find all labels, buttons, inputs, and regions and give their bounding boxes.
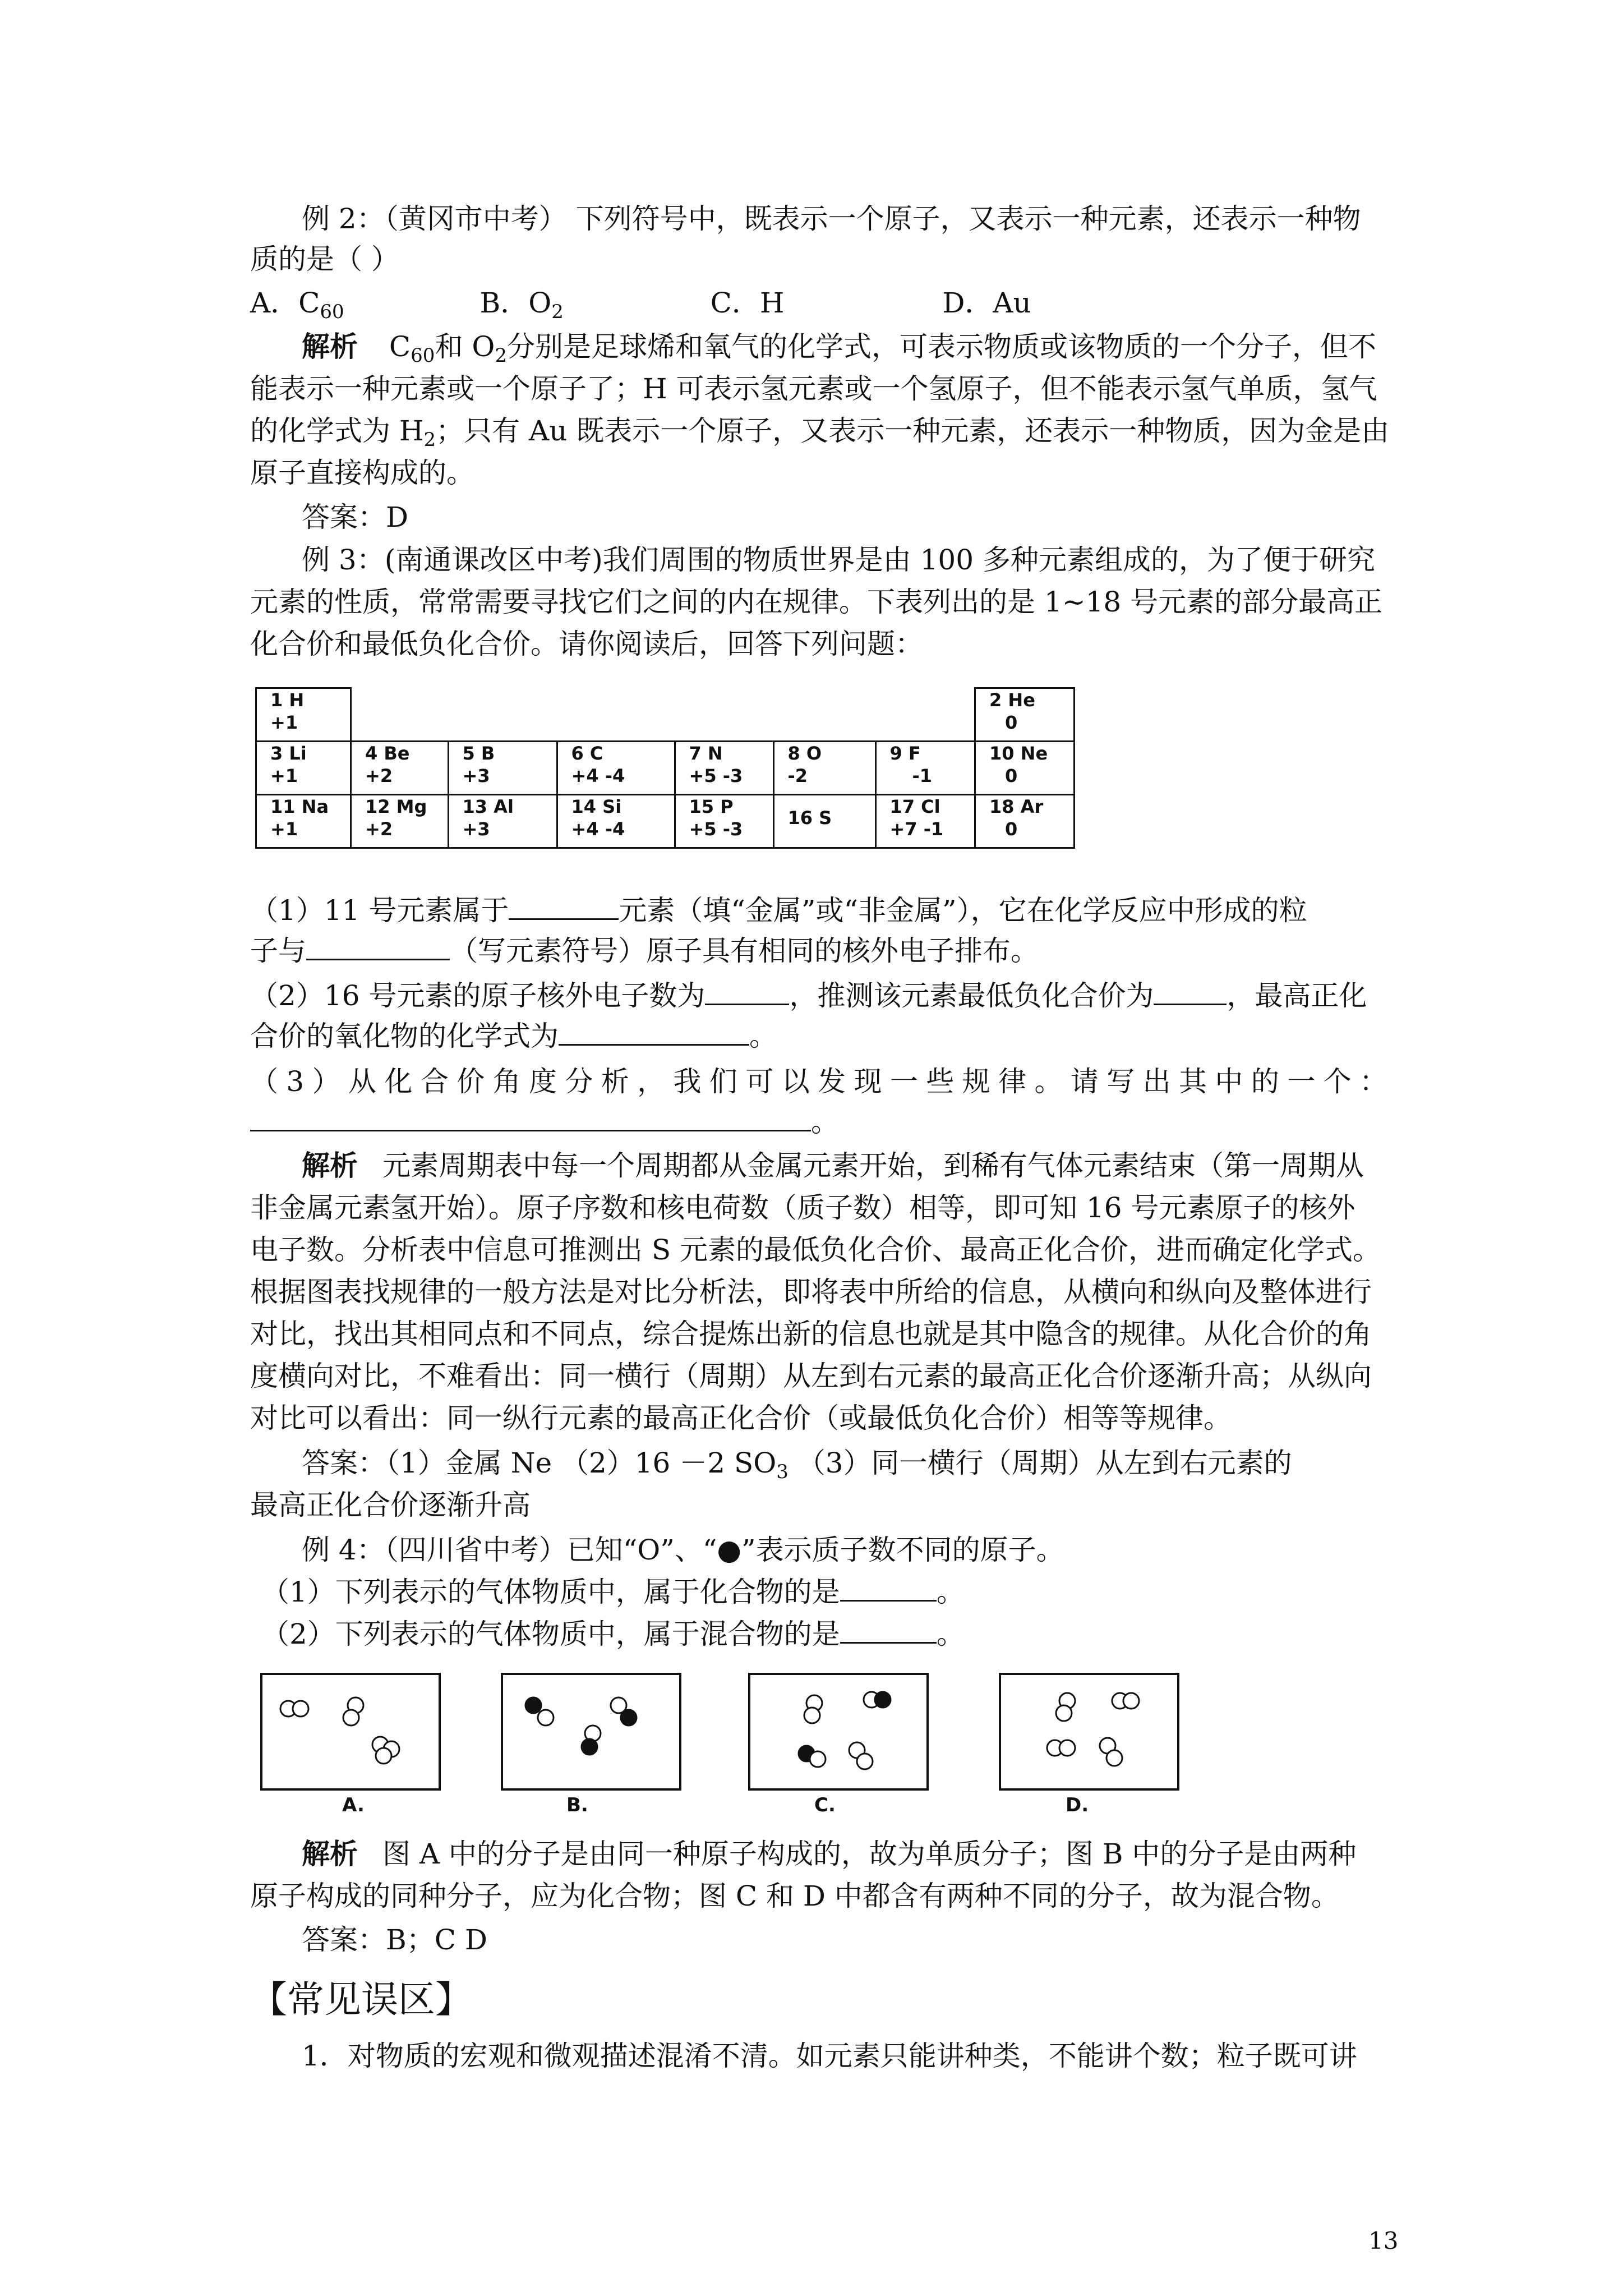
table-cell: 12 Mg +2	[351, 795, 449, 848]
table-cell: 14 Si +4 -4	[557, 795, 675, 848]
example2-answer: 答案：D	[302, 501, 409, 533]
answer-blank[interactable]	[559, 1019, 749, 1046]
table-cell: 18 Ar 0	[975, 795, 1075, 848]
answer-blank[interactable]	[1154, 979, 1227, 1005]
question3-line2: 。	[250, 1105, 839, 1139]
table-cell: 16 S	[773, 795, 875, 848]
example2-line2: 质的是（ ）	[250, 243, 399, 275]
table-cell: 2 He 0	[975, 688, 1075, 742]
question1-line1: （1）11 号元素属于 元素（填“金属”或“非金属”），它在化学反应中形成的粒	[250, 894, 1307, 927]
example3-analysis-line1: 解析 元素周期表中每一个周期都从金属元素开始，到稀有气体元素结束（第一周期从	[302, 1149, 1364, 1182]
option-b: B．$O_2$	[479, 287, 564, 323]
question2-line1: （2）16 号元素的原子核外电子数为 ，推测该元素最低负化合价为 ，最高正化	[250, 979, 1367, 1012]
diagram-d-molecules	[1001, 1675, 1177, 1788]
table-row	[256, 742, 1075, 795]
example4-question2: （2）下列表示的气体物质中，属于混合物的是 。	[261, 1618, 965, 1650]
example4-answer: 答案：B；C D	[302, 1924, 487, 1956]
misconception-item-1: 1．对物质的宏观和微观描述混淆不清。如元素只能讲种类，不能讲个数；粒子既可讲	[302, 2040, 1357, 2072]
diagram-c-box	[748, 1673, 929, 1791]
diagram-b-label: B.	[566, 1794, 588, 1816]
table-cell: 10 Ne 0	[975, 742, 1075, 795]
example3-analysis-line6: 度横向对比，不难看出：同一横行（周期）从左到右元素的最高正化合价逐渐升高；从纵向	[250, 1360, 1372, 1392]
table-cell: 4 Be +2	[351, 742, 449, 795]
analysis-label: 解析	[302, 330, 358, 363]
analysis-label: 解析	[302, 1837, 358, 1870]
question2-line2: 合价的氧化物的化学式为 。	[250, 1020, 777, 1052]
diagram-b-molecules	[503, 1675, 679, 1788]
table-cell: 15 P +5 -3	[675, 795, 773, 848]
answer-blank[interactable]	[250, 1105, 811, 1131]
answer-blank[interactable]	[306, 934, 450, 960]
example3-analysis-line7: 对比可以看出：同一纵行元素的最高正化合价（或最低负化合价）相等等规律。	[250, 1402, 1232, 1434]
table-cell: 5 B +3	[448, 742, 557, 795]
example4-analysis-line1: 解析 图 A 中的分子是由同一种原子构成的，故为单质分子；图 B 中的分子是由两种	[302, 1837, 1357, 1870]
example3-analysis-line3: 电子数。分析表中信息可推测出 S 元素的最低负化合价、最高正化合价，进而确定化学式。	[250, 1234, 1381, 1266]
diagram-c-label: C.	[814, 1794, 836, 1816]
table-row	[256, 688, 1075, 742]
example3-analysis-line2: 非金属元素氢开始）。原子序数和核电荷数（质子数）相等，即可知 16 号元素原子的核外	[250, 1191, 1355, 1224]
example3-answer-line2: 最高正化合价逐渐升高	[250, 1489, 531, 1521]
table-cell: 9 F -1	[875, 742, 975, 795]
example4-analysis-line2: 原子构成的同种分子，应为化合物；图 C 和 D 中都含有两种不同的分子，故为混合物。	[250, 1880, 1339, 1912]
example3-line1: 例 3：(南通课改区中考)我们周围的物质世界是由 100 多种元素组成的，为了便于研究	[302, 544, 1375, 576]
element-valence-table	[255, 687, 1075, 849]
example4-line1: 例 4：（四川省中考）已知“O”、“●”表示质子数不同的原子。	[302, 1534, 1064, 1566]
question3-line1: （3）从化合价角度分析，我们可以发现一些规律。请写出其中的一个：	[250, 1065, 1387, 1098]
option-c: C．H	[710, 287, 785, 319]
table-cell: 17 Cl +7 -1	[875, 795, 975, 848]
diagram-a-molecules	[262, 1675, 439, 1788]
option-d: D．Au	[942, 287, 1031, 319]
example2-analysis-line4: 原子直接构成的。	[250, 457, 474, 489]
example2-options	[250, 286, 1031, 323]
diagram-a-box	[260, 1673, 441, 1791]
table-cell: 7 N +5 -3	[675, 742, 773, 795]
table-cell: 1 H +1	[256, 688, 351, 742]
example4-question1: （1）下列表示的气体物质中，属于化合物的是 。	[261, 1576, 965, 1608]
example3-line2: 元素的性质，常常需要寻找它们之间的内在规律。下表列出的是 1~18 号元素的部分最高正	[250, 586, 1383, 618]
diagram-d-box	[999, 1673, 1179, 1791]
answer-blank[interactable]	[509, 894, 619, 920]
example2-analysis-line3: 的化学式为 $H_2$；只有 Au 既表示一个原子，又表示一种元素，还表示一种物质，因为金是由	[250, 415, 1390, 451]
table-cell: 11 Na +1	[256, 795, 351, 848]
example3-analysis-line5: 对比，找出其相同点和不同点，综合提炼出新的信息也就是其中隐含的规律。从化合价的角	[250, 1318, 1372, 1350]
question1-line2: 子与 （写元素符号）原子具有相同的核外电子排布。	[250, 935, 1039, 967]
table-row	[256, 795, 1075, 848]
example2-analysis-line2: 能表示一种元素或一个原子了；H 可表示氢元素或一个氢原子，但不能表示氢气单质，氢气	[250, 372, 1377, 405]
page-number: 13	[1368, 2227, 1399, 2254]
table-cell: 6 C +4 -4	[557, 742, 675, 795]
answer-blank[interactable]	[840, 1575, 937, 1602]
table-cell: 3 Li +1	[256, 742, 351, 795]
diagram-d-label: D.	[1066, 1794, 1089, 1816]
example2-analysis-line1: 解析 $C_{60}$和 $O_2$分别是足球烯和氧气的化学式，可表示物质或该物质的一个分子，但不	[302, 330, 1376, 367]
diagram-c-molecules	[750, 1675, 926, 1788]
table-cell: 8 O -2	[773, 742, 875, 795]
table-cell: 13 Al +3	[448, 795, 557, 848]
analysis-label: 解析	[302, 1149, 358, 1182]
option-a: A．$C_{60}$	[250, 287, 344, 323]
section-heading: 【常见误区】	[250, 1978, 472, 2021]
answer-blank[interactable]	[705, 979, 789, 1005]
example2-line1: 例 2：（黄冈市中考） 下列符号中，既表示一个原子，又表示一种元素，还表示一种物	[302, 203, 1361, 235]
diagram-a-label: A.	[342, 1794, 365, 1816]
answer-blank[interactable]	[840, 1617, 937, 1644]
example3-analysis-line4: 根据图表找规律的一般方法是对比分析法，即将表中所给的信息，从横向和纵向及整体进行	[250, 1276, 1372, 1308]
example3-line3: 化合价和最低负化合价。请你阅读后，回答下列问题：	[250, 628, 923, 660]
diagram-b-box	[501, 1673, 681, 1791]
example3-answer-line1: 答案：（1）金属 Ne （2）16 －2 $SO_3$ （3）同一横行（周期）从左到右元素的	[302, 1447, 1292, 1483]
